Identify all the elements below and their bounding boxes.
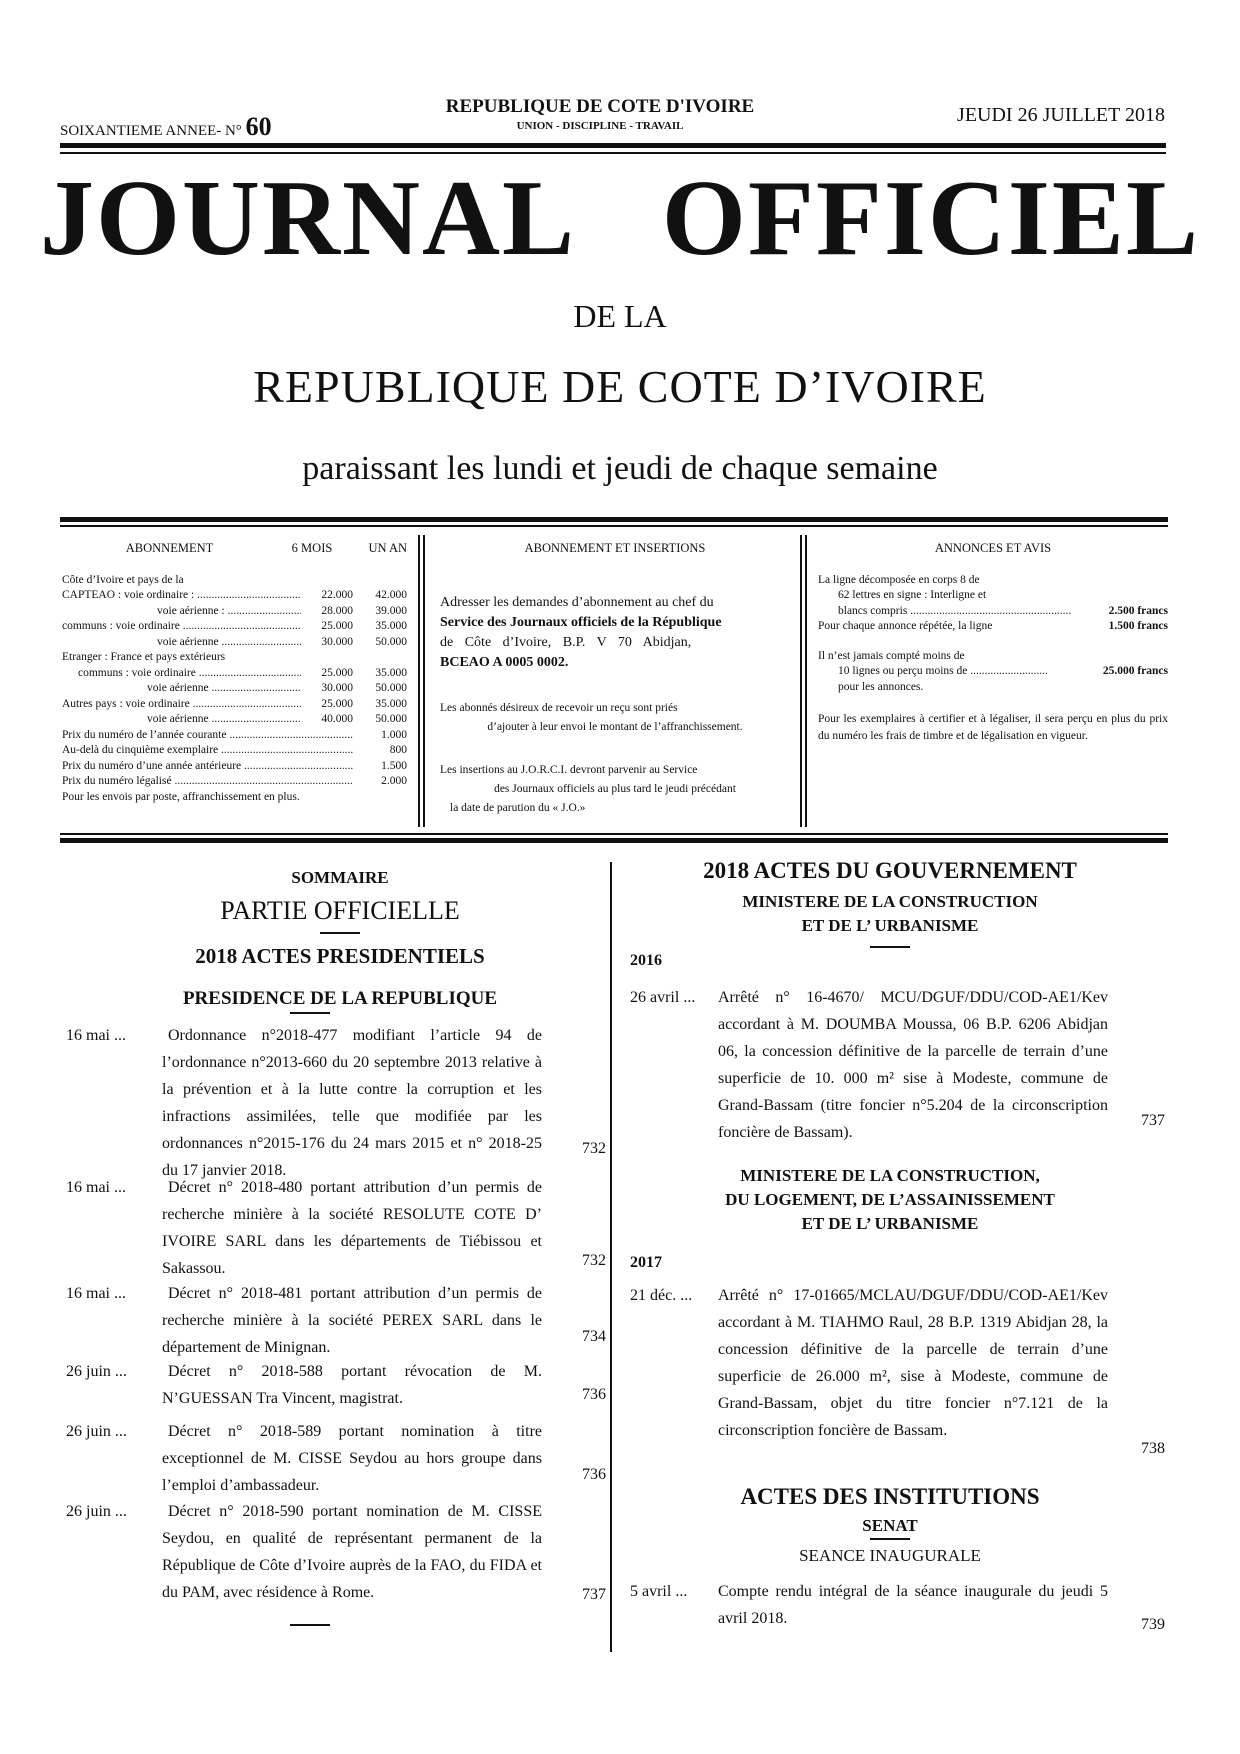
entry-text: Arrêté n° 17-01665/MCLAU/DGUF/DDU/COD-AE1/Kev accordant à M. TIAHMO Raul, 28 B.P. 1319 Abidjan 28, la concession définitive de la parcelle de terrain d’une superficie de 26.000 m², sise à Modeste, commune de Grand-Bassam, objet du titre foncier n°7.121 de la circonscription foncière de Bassam.	[718, 1287, 1108, 1439]
title-de-la: DE LA	[573, 298, 667, 334]
box-abonnement	[62, 541, 407, 805]
presidence-underline	[290, 1012, 330, 1014]
tariff-label: voie aérienne .....	[157, 635, 301, 651]
receipt-note	[440, 699, 790, 737]
year-2017: 2017	[630, 1254, 662, 1271]
price-row	[62, 774, 407, 790]
tariff-row-plain: Etranger : France et pays extérieurs	[62, 651, 226, 663]
ministere-2-line-2: DU LOGEMENT, DE L’ASSAINISSEMENT	[725, 1190, 1055, 1209]
entry-page: 736	[582, 1386, 606, 1403]
price-value: 800	[389, 744, 407, 756]
ministere-1-underline	[870, 946, 910, 948]
tariff-6mois: 40.000	[321, 713, 353, 725]
entry-text: Décret n° 2018-590 portant nomination de M. CISSE Seydou, en qualité de représentant permanent de la République de Côte d’Ivoire auprès de la FAO, du FIDA et du PAM, avec résidence à Rome.	[162, 1503, 542, 1601]
publication-schedule: paraissant les lundi et jeudi de chaque semaine	[302, 450, 938, 487]
entry-page: 738	[1141, 1440, 1165, 1457]
ministere-1-line-2: ET DE L’ URBANISME	[801, 916, 979, 935]
deadline-line-3: la date de parution du « J.O.»	[450, 801, 586, 814]
address-line-1: Adresser les demandes d’abonnement au chef du	[440, 594, 714, 610]
issue-num: 60	[245, 112, 272, 141]
sommaire-entry	[66, 1418, 606, 1494]
tariff-label: communs : voie ordinaire .....	[62, 619, 301, 635]
entry-2017	[630, 1282, 1165, 1462]
entry-page: 734	[582, 1328, 606, 1345]
tariff-intro: Côte d’Ivoire et pays de la	[62, 573, 184, 586]
address-line-2: Service des Journaux officiels de la République	[440, 614, 722, 630]
tariff-1an: 50.000	[375, 682, 407, 694]
entry-text: Décret n° 2018-481 portant attribution d’un permis de recherche minière à la société PEREX SARL dans le département de Minignan.	[162, 1285, 542, 1356]
tariff-6mois: 25.000	[321, 666, 353, 679]
entry-text: Décret n° 2018-588 portant révocation de M. N’GUESSAN Tra Vincent, magistrat.	[162, 1363, 542, 1407]
entry-date: 16 mai ...	[66, 1027, 126, 1044]
entry-date: 5 avril ...	[630, 1583, 688, 1600]
issue-date: JEUDI 26 JUILLET 2018	[957, 104, 1165, 126]
sommaire-heading: SOMMAIRE	[291, 868, 389, 887]
rate-3-value: 25.000 francs	[1102, 665, 1168, 677]
price-label: Prix du numéro d’une année antérieure .....	[62, 759, 353, 775]
tariff-row	[62, 619, 407, 635]
entry-date: 26 juin ...	[66, 1363, 127, 1380]
price-label: Au-delà du cinquième exemplaire .....	[62, 743, 353, 759]
republic-heading: REPUBLIQUE DE COTE D'IVOIRE	[445, 96, 755, 117]
entry-page: 737	[1141, 1112, 1165, 1129]
partie-officielle-heading	[150, 896, 530, 926]
partie-text: PARTIE OFFICIELLE	[220, 896, 460, 925]
left-end-rule	[290, 1624, 330, 1626]
institutions-heading: ACTES DES INSTITUTIONS	[740, 1484, 1040, 1509]
ministere-1-heading	[640, 890, 1140, 938]
tariff-row	[62, 666, 407, 682]
address-line-3: de Côte d’Ivoire, B.P. V 70 Abidjan,	[440, 634, 692, 650]
tariff-row	[62, 604, 407, 620]
entry-text: Ordonnance n°2018-477 modifiant l’article 94 de l’ordonnance n°2013-660 du 20 septembre 2013 relative à la prévention et à la lutte contre la corruption et les infractions assimilées, telle que modifiée par les ordonnances n°2015-176 du 24 mars 2015 et n° 2018-25 du 17 janvier 2018.	[162, 1027, 542, 1179]
tariff-1an: 50.000	[375, 635, 407, 648]
issue-label: SOIXANTIEME ANNEE- N°	[60, 123, 242, 139]
legalisation-note: Pour les exemplaires à certifier et à légaliser, il sera perçu en plus du prix du numéro les frais de timbre et de légalisation en vigueur.	[818, 713, 1168, 742]
price-row	[62, 743, 407, 759]
entry-text: Arrêté n° 16-4670/ MCU/DGUF/DDU/COD-AE1/Kev accordant à M. DOUMBA Moussa, 06 B.P. 6206 Abidjan 06, la concession définitive de la parcelle de terrain d’une superficie de 10. 000 m² sise à Modeste, commune de Grand-Bassam (titre foncier n°5.204 de la circonscription foncière de Bassam).	[718, 989, 1108, 1141]
entry-page: 732	[582, 1140, 606, 1157]
entry-page: 737	[582, 1586, 606, 1603]
tariff-1an: 35.000	[375, 666, 407, 679]
year-2016: 2016	[630, 952, 662, 969]
abonnement-title: ABONNEMENT	[125, 541, 214, 555]
insertions-address	[440, 593, 790, 673]
tariff-6mois: 30.000	[321, 635, 353, 648]
journal-title	[40, 159, 1200, 278]
tariff-6mois: 30.000	[321, 682, 353, 694]
box-bottom-rule-thin	[60, 833, 1168, 835]
box-insertions	[440, 541, 790, 818]
annonce-rate-3	[818, 664, 1168, 680]
presidence-heading: PRESIDENCE DE LA REPUBLIQUE	[182, 988, 498, 1009]
title-word-officiel: OFFICIEL	[661, 159, 1200, 278]
price-value: 2.000	[381, 775, 407, 787]
entry-text: Compte rendu intégral de la séance inaugurale du jeudi 5 avril 2018.	[718, 1583, 1108, 1627]
annonces-title: ANNONCES ET AVIS	[934, 541, 1052, 555]
rate-2-value: 1.500 francs	[1108, 620, 1168, 632]
tariff-row	[62, 588, 407, 604]
postage-note: Pour les envois par poste, affranchissement en plus.	[62, 790, 300, 803]
price-row	[62, 759, 407, 775]
sommaire-entry	[66, 1358, 606, 1408]
entry-date: 26 juin ...	[66, 1503, 127, 1520]
entry-date: 16 mai ...	[66, 1179, 126, 1196]
abonnement-header	[62, 541, 407, 557]
tariff-rows	[62, 588, 407, 728]
column-divider	[610, 862, 612, 1652]
tariff-6mois: 22.000	[321, 589, 353, 601]
tariff-row	[62, 681, 407, 697]
price-value: 1.000	[381, 728, 407, 741]
insertion-deadline	[440, 761, 790, 818]
receipt-line-2: d’ajouter à leur envoi le montant de l’affranchissement.	[487, 720, 743, 733]
tariff-label: voie aérienne .....	[147, 712, 301, 728]
title-word-journal: JOURNAL	[40, 159, 577, 278]
annonce-line-5: Il n’est jamais compté moins de	[818, 649, 965, 662]
sommaire-entry	[66, 1498, 606, 1608]
entry-page: 739	[1141, 1616, 1165, 1633]
entry-date: 26 juin ...	[66, 1423, 127, 1440]
header-rule-thick	[60, 143, 1166, 148]
annonce-line-7: pour les annonces.	[838, 680, 924, 693]
annonce-rate-1	[818, 604, 1168, 620]
seance-heading: SEANCE INAUGURALE	[799, 1546, 981, 1565]
entry-2016	[630, 984, 1165, 1141]
deadline-line-1: Les insertions au J.O.R.C.I. devront parvenir au Service	[440, 763, 698, 776]
tariff-row	[62, 635, 407, 651]
tariff-6mois: 25.000	[321, 697, 353, 710]
actes-presidentiels-heading: 2018 ACTES PRESIDENTIELS	[195, 944, 485, 968]
entry-senat	[630, 1578, 1165, 1638]
rate-1-label: blancs compris .....	[838, 604, 1072, 620]
issue-number	[60, 112, 272, 142]
tariff-label: Autres pays : voie ordinaire .....	[62, 697, 301, 713]
senat-heading: SENAT	[862, 1516, 918, 1535]
entry-text: Décret n° 2018-589 portant nomination à titre exceptionnel de M. CISSE Seydou au hors groupe dans l’emploi d’ambassadeur.	[162, 1423, 542, 1494]
entry-date: 26 avril ...	[630, 989, 696, 1006]
box-top-rule-thick	[60, 517, 1168, 522]
address-line-4: BCEAO A 0005 0002.	[440, 654, 569, 670]
price-label: Prix du numéro légalisé .....	[62, 774, 353, 790]
rate-1-value: 2.500 francs	[1108, 604, 1168, 617]
tariff-1an: 35.000	[375, 620, 407, 632]
six-mois-header: 6 MOIS	[291, 541, 333, 555]
tariff-1an: 50.000	[375, 713, 407, 725]
tariff-1an: 39.000	[375, 604, 407, 617]
tariff-label: voie aérienne : .....	[157, 604, 301, 620]
annonce-line-2: 62 lettres en signe : Interligne et	[838, 589, 987, 601]
sommaire-entry	[66, 1280, 606, 1356]
ministere-2-heading	[640, 1164, 1140, 1236]
box-top-rule-thin	[60, 525, 1168, 527]
ministere-1-line-1: MINISTERE DE LA CONSTRUCTION	[742, 892, 1038, 911]
un-an-header: UN AN	[368, 541, 407, 555]
rate-3-label: 10 lignes ou perçu moins de .....	[838, 664, 1048, 680]
box-divider-1a	[418, 535, 420, 827]
entry-page: 736	[582, 1466, 606, 1483]
sommaire-entry	[66, 1022, 606, 1179]
tariff-1an: 42.000	[375, 589, 407, 601]
box-divider-2b	[805, 535, 807, 827]
box-bottom-rule-thick	[60, 838, 1168, 843]
price-rows	[62, 728, 407, 790]
sommaire-entry	[66, 1174, 606, 1277]
box-divider-1b	[423, 535, 425, 827]
partie-underline	[320, 932, 360, 934]
tariff-row	[62, 712, 407, 728]
tariff-label: voie aérienne .....	[147, 681, 301, 697]
ministere-2-line-3: ET DE L’ URBANISME	[801, 1214, 979, 1233]
entry-date: 16 mai ...	[66, 1285, 126, 1302]
receipt-line-1: Les abonnés désireux de recevoir un reçu sont priés	[440, 701, 678, 714]
tariff-1an: 35.000	[375, 697, 407, 710]
annonce-line-1: La ligne décomposée en corps 8 de	[818, 573, 980, 586]
entry-page: 732	[582, 1252, 606, 1269]
motto: UNION - DISCIPLINE - TRAVAIL	[516, 120, 684, 132]
entry-text: Décret n° 2018-480 portant attribution d’un permis de recherche minière à la société RESOLUTE COTE D’ IVOIRE SARL dans les départements de Tiébissou et Sakassou.	[162, 1179, 542, 1277]
title-republique: REPUBLIQUE DE COTE D’IVOIRE	[253, 361, 987, 412]
box-divider-2a	[800, 535, 802, 827]
tariff-6mois: 25.000	[321, 620, 353, 632]
price-row	[62, 728, 407, 744]
tariff-row	[62, 697, 407, 713]
price-value: 1.500	[381, 759, 407, 772]
ministere-2-line-1: MINISTERE DE LA CONSTRUCTION,	[740, 1166, 1040, 1185]
tariff-label: CAPTEAO : voie ordinaire : .....	[62, 588, 301, 604]
senat-underline	[870, 1538, 910, 1540]
deadline-line-2: des Journaux officiels au plus tard le jeudi précédant	[494, 782, 736, 795]
insertions-title: ABONNEMENT ET INSERTIONS	[524, 541, 706, 555]
annonce-rate-2	[818, 619, 1168, 635]
rate-2-label: Pour chaque annonce répétée, la ligne	[818, 620, 993, 632]
actes-gouvernement-heading: 2018 ACTES DU GOUVERNEMENT	[703, 858, 1077, 883]
box-annonces	[818, 541, 1168, 745]
tariff-label: communs : voie ordinaire .....	[78, 666, 301, 682]
header-rule-thin	[60, 152, 1166, 154]
tariff-6mois: 28.000	[321, 604, 353, 617]
entry-date: 21 déc. ...	[630, 1287, 693, 1304]
price-label: Prix du numéro de l’année courante .....	[62, 728, 353, 744]
